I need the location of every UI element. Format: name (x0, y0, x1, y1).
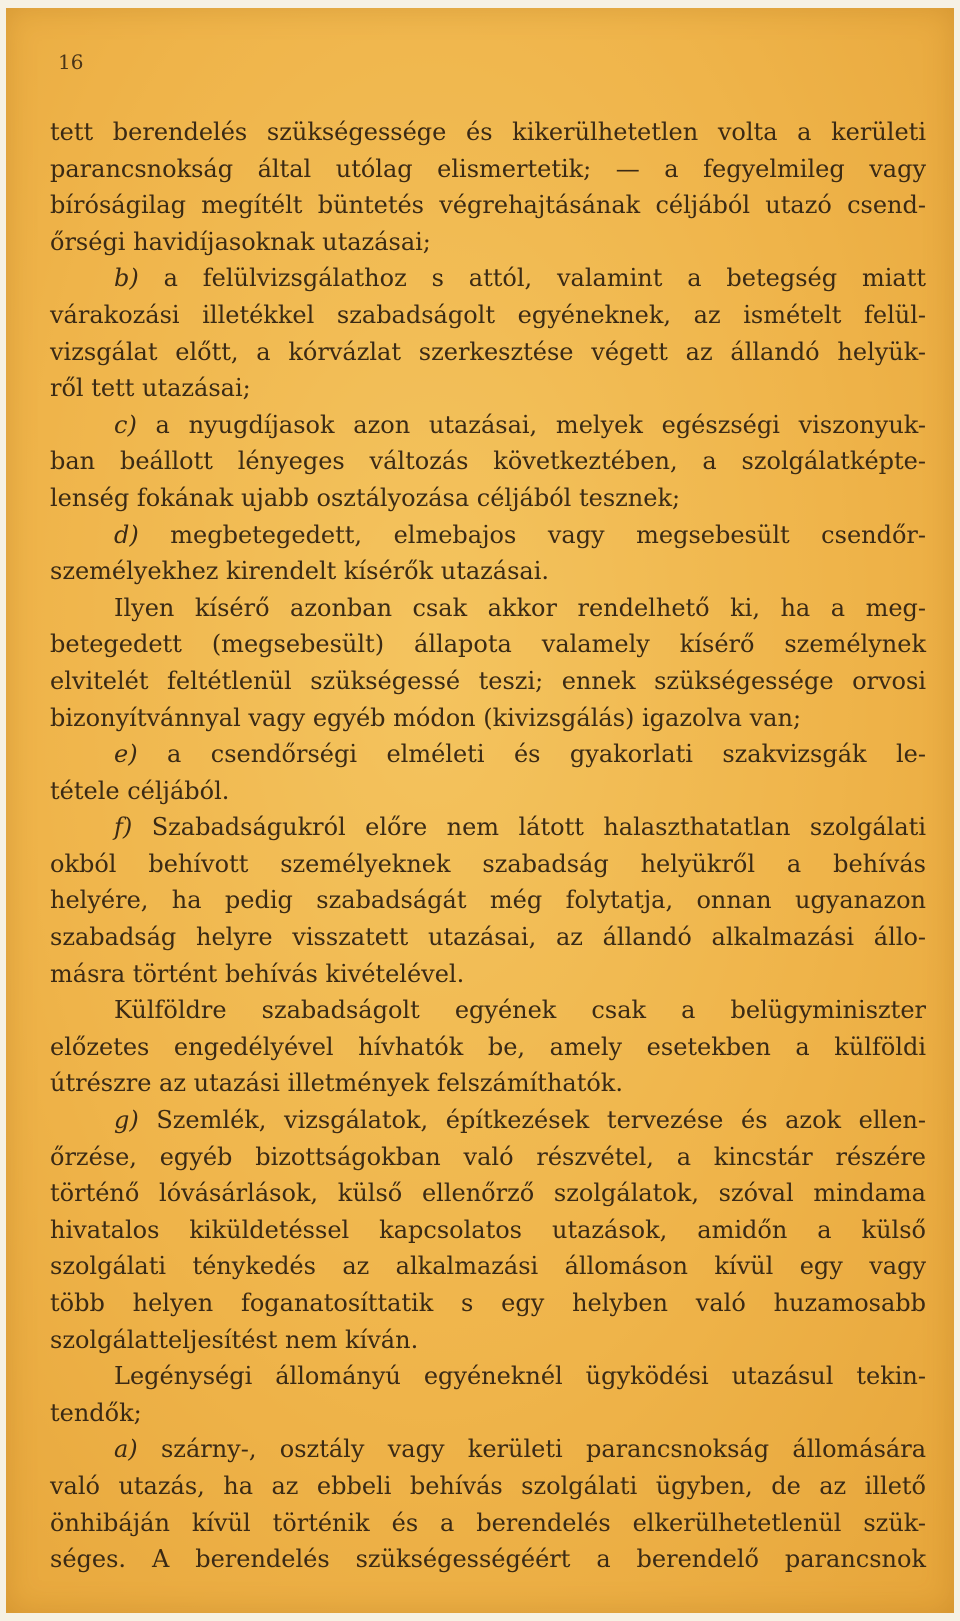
text-line (50, 1285, 926, 1322)
text-line (50, 517, 926, 554)
line-text: Legénységi állományú egyéneknél ügyködési utazásul tekin- (114, 1362, 926, 1391)
text-line (50, 1102, 926, 1139)
line-text: vizsgálat előtt, a kórvázlat szerkesztése végett az állandó helyük- (50, 337, 926, 366)
text-line (50, 224, 926, 261)
text-line (50, 114, 926, 151)
line-text: Külföldre szabadságolt egyének csak a belügyminiszter (114, 996, 926, 1025)
text-line (50, 809, 926, 846)
list-marker: f) (114, 813, 133, 842)
line-text: tendők; (50, 1398, 142, 1427)
text-line (50, 1175, 926, 1212)
line-text: történő lóvásárlások, külső ellenőrző szolgálatok, szóval mindama (50, 1179, 926, 1208)
line-text: személyekhez kirendelt kísérők utazásai. (50, 557, 550, 586)
line-text: helyére, ha pedig szabadságát még folytatja, onnan ugyanazon (50, 886, 926, 915)
text-line (50, 1505, 926, 1542)
text-line (50, 187, 926, 224)
text-line (50, 919, 926, 956)
text-line (50, 553, 926, 590)
line-text: várakozási illetékkel szabadságolt egyéneknek, az ismételt felül- (50, 300, 926, 329)
text-line (50, 1358, 926, 1395)
text-line (50, 882, 926, 919)
text-line (50, 1541, 926, 1578)
line-text: szolgálati ténykedés az alkalmazási állomáson kívül egy vagy (50, 1252, 926, 1281)
line-text: útrészre az utazási illetmények felszámíthatók. (50, 1069, 623, 1098)
line-text: szabadság helyre visszatett utazásai, az állandó alkalmazási állo- (50, 923, 926, 952)
list-marker: d) (114, 520, 139, 549)
text-line (50, 736, 926, 773)
text-line (50, 297, 926, 334)
line-text: bíróságilag megítélt büntetés végrehajtásának céljából utazó csend- (50, 191, 926, 220)
list-marker: b) (114, 264, 139, 293)
document-page (6, 8, 954, 1613)
line-text: okból behívott személyeknek szabadság helyükről a behívás (50, 849, 926, 878)
line-text: Szemlék, vizsgálatok, építkezések tervezése és azok ellen- (138, 1106, 926, 1135)
line-text: betegedett (megsebesült) állapota valamely kísérő személynek (50, 630, 926, 659)
text-line (50, 846, 926, 883)
line-text: való utazás, ha az ebbeli behívás szolgálati ügyben, de az illető (50, 1471, 926, 1500)
text-line (50, 1468, 926, 1505)
line-text: a nyugdíjasok azon utazásai, melyek egészségi viszonyuk- (136, 410, 926, 439)
text-line (50, 407, 926, 444)
text-line (50, 956, 926, 993)
line-text: Szabadságukról előre nem látott halaszthatatlan szolgálati (132, 813, 926, 842)
text-line (50, 260, 926, 297)
text-line (50, 1248, 926, 1285)
line-text: tett berendelés szükségessége és kikerülhetetlen volta a kerületi (50, 118, 926, 146)
line-text: elvitelét feltétlenül szükségessé teszi; ennek szükségessége orvosi (50, 666, 926, 695)
line-text: a felülvizsgálathoz s attól, valamint a betegség miatt (138, 264, 926, 293)
line-text: őrzése, egyéb bizottságokban való részvétel, a kincstár részére (50, 1142, 926, 1171)
text-line (50, 1322, 926, 1359)
text-line (50, 590, 926, 627)
text-line (50, 1139, 926, 1176)
line-text: másra történt behívás kivételével. (50, 959, 465, 988)
line-text: parancsnokság által utólag elismertetik; — a fegyelmileg vagy (50, 154, 926, 183)
line-text: a csendőrségi elméleti és gyakorlati szakvizsgák le- (137, 740, 926, 769)
list-marker: a) (114, 1435, 138, 1464)
line-text: bizonyítvánnyal vagy egyéb módon (kivizsgálás) igazolva van; (50, 703, 802, 732)
text-line (50, 1431, 926, 1468)
line-text: több helyen foganatosíttatik s egy helyben való huzamosabb (50, 1289, 926, 1317)
text-line (50, 1029, 926, 1066)
line-text: tétele céljából. (50, 776, 230, 805)
text-line (50, 151, 926, 188)
list-marker: g) (114, 1106, 139, 1135)
line-text: ban beállott lényeges változás következtében, a szolgálatképte- (50, 447, 926, 476)
text-line (50, 1065, 926, 1102)
text-line (50, 370, 926, 407)
line-text: ről tett utazásai; (50, 374, 251, 403)
text-line (50, 1395, 926, 1432)
text-line (50, 1212, 926, 1249)
text-line (50, 773, 926, 810)
line-text: Ilyen kísérő azonban csak akkor rendelhető ki, ha a meg- (114, 593, 926, 622)
line-text: megbetegedett, elmebajos vagy megsebesült csendőr- (138, 520, 926, 549)
text-line (50, 334, 926, 371)
text-line (50, 700, 926, 737)
page-number: 16 (58, 50, 84, 74)
line-text: őrségi havidíjasoknak utazásai; (50, 227, 431, 256)
line-text: önhibáján kívül történik és a berendelés elkerülhetetlenül szük- (50, 1508, 926, 1537)
text-line (50, 992, 926, 1029)
text-line (50, 626, 926, 663)
body-text (50, 114, 926, 1578)
line-text: lenség fokának ujabb osztályozása céljából tesznek; (50, 483, 681, 512)
line-text: szolgálatteljesítést nem kíván. (50, 1325, 419, 1354)
line-text: séges. A berendelés szükségességéért a berendelő parancsnok (50, 1545, 926, 1574)
text-line (50, 480, 926, 517)
line-text: előzetes engedélyével hívhatók be, amely esetekben a külföldi (50, 1032, 926, 1061)
list-marker: e) (114, 740, 138, 769)
list-marker: c) (114, 410, 137, 439)
text-line (50, 443, 926, 480)
line-text: hivatalos kiküldetéssel kapcsolatos utazások, amidőn a külső (50, 1215, 926, 1244)
text-line (50, 663, 926, 700)
line-text: szárny-, osztály vagy kerületi parancsnokság állomására (137, 1435, 926, 1464)
